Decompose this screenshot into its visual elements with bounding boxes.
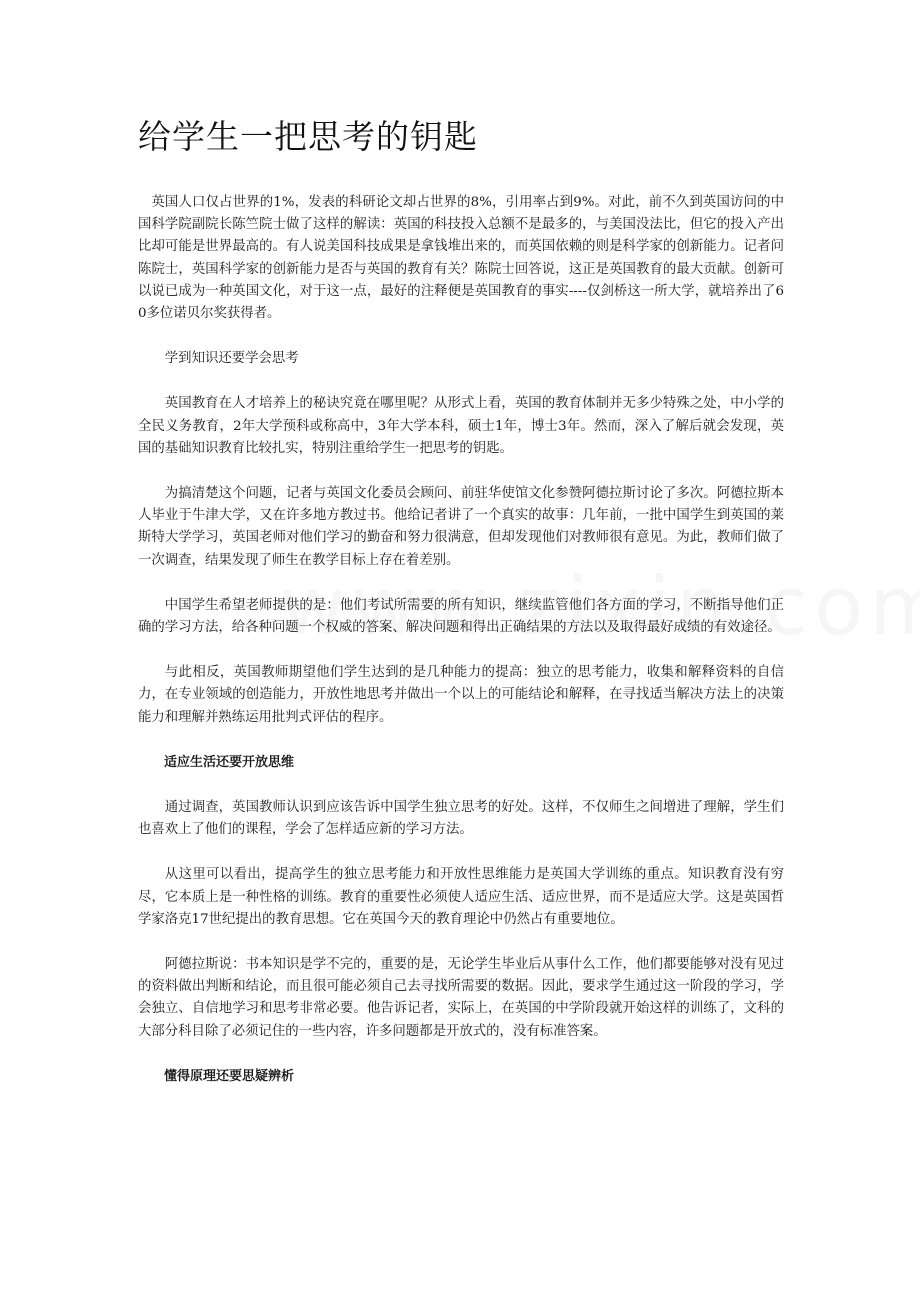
paragraph: 英国教育在人才培养上的秘诀究竟在哪里呢？从形式上看，英国的教育体制并无多少特殊之处，中小学的全民义务教育，2年大学预科或称高中，3年大学本科，硕士1年，博士3年。然而，深入了解后就会发现，英国的基础知识教育比较扎实，特别注重给学生一把思考的钥匙。: [138, 396, 784, 456]
paragraph: 通过调查，英国教师认识到应该告诉中国学生独立思考的好处。这样，不仅师生之间增进了理解，学生们也喜欢上了他们的课程，学会了怎样适应新的学习方法。: [138, 800, 784, 838]
section-heading-learn-to-think: 学到知识还要学会思考: [164, 351, 299, 367]
document-page: [138, 112, 784, 1111]
paragraph: 为搞清楚这个问题，记者与英国文化委员会顾问、前驻华使馆文化参赞阿德拉斯讨论了多次。阿德拉斯本人毕业于牛津大学，又在许多地方教过书。他给记者讲了一个真实的故事：几年前，一批中国学生到英国的莱斯特大学学习，英国老师对他们学习的勤奋和努力很满意，但却发现他们对教师很有意见。为此，教师们做了一次调查，结果发现了师生在教学目标上存在着差别。: [138, 486, 784, 568]
section-heading-question-and-analyze: 懂得原理还要思疑辨析: [164, 1068, 295, 1084]
paragraph: 与此相反，英国教师期望他们学生达到的是几种能力的提高：独立的思考能力，收集和解释资料的自信力，在专业领域的创造能力，开放性地思考并做出一个以上的可能结论和解释，在寻找适当解决方法上的决策能力和理解并熟练运用批判式评估的程序。: [138, 665, 784, 725]
paragraph: 中国学生希望老师提供的是：他们考试所需要的所有知识，继续监管他们各方面的学习，不断指导他们正确的学习方法，给各种问题一个权威的答案、解决问题和得出正确结果的方法以及取得最好成绩的有效途径。: [138, 597, 784, 636]
paragraph-intro: 英国人口仅占世界的1%，发表的科研论文却占世界的8%，引用率占到9%。对此，前不久到英国访问的中国科学院副院长陈竺院士做了这样的解读：英国的科技投入总额不是最多的，与美国没法比，但它的投入产出比却可能是世界最高的。有人说美国科技成果是拿钱堆出来的，而英国依赖的则是科学家的创新能力。记者问陈院士，英国科学家的创新能力是否与英国的教育有关？陈院士回答说，这正是英国教育的最大贡献。创新可以说已成为一种英国文化，对于这一点，最好的注释便是英国教育的事实----仅剑桥这一所大学，就培养出了60多位诺贝尔奖获得者。: [138, 195, 784, 322]
paragraph: 阿德拉斯说：书本知识是学不完的，重要的是，无论学生毕业后从事什么工作，他们都要能够对没有见过的资料做出判断和结论，而且很可能必须自己去寻找所需要的数据。因此，要求学生通过这一阶段的学习，学会独立、自信地学习和思考非常必要。他告诉记者，实际上，在英国的中学阶段就开始这样的训练了，文科的大部分科目除了必须记住的一些内容，许多问题都是开放式的，没有标准答案。: [138, 957, 784, 1039]
page-title: 给学生一把思考的钥匙: [138, 117, 478, 156]
section-heading-open-thinking: 适应生活还要开放思维: [164, 754, 295, 770]
paragraph: 从这里可以看出，提高学生的独立思考能力和开放性思维能力是英国大学训练的重点。知识教育没有穷尽，它本质上是一种性格的训练。教育的重要性必须使人适应生活、适应世界，而不是适应大学。这是英国哲学家洛克17世纪提出的教育思想。它在英国今天的教育理论中仍然占有重要地位。: [138, 867, 784, 927]
